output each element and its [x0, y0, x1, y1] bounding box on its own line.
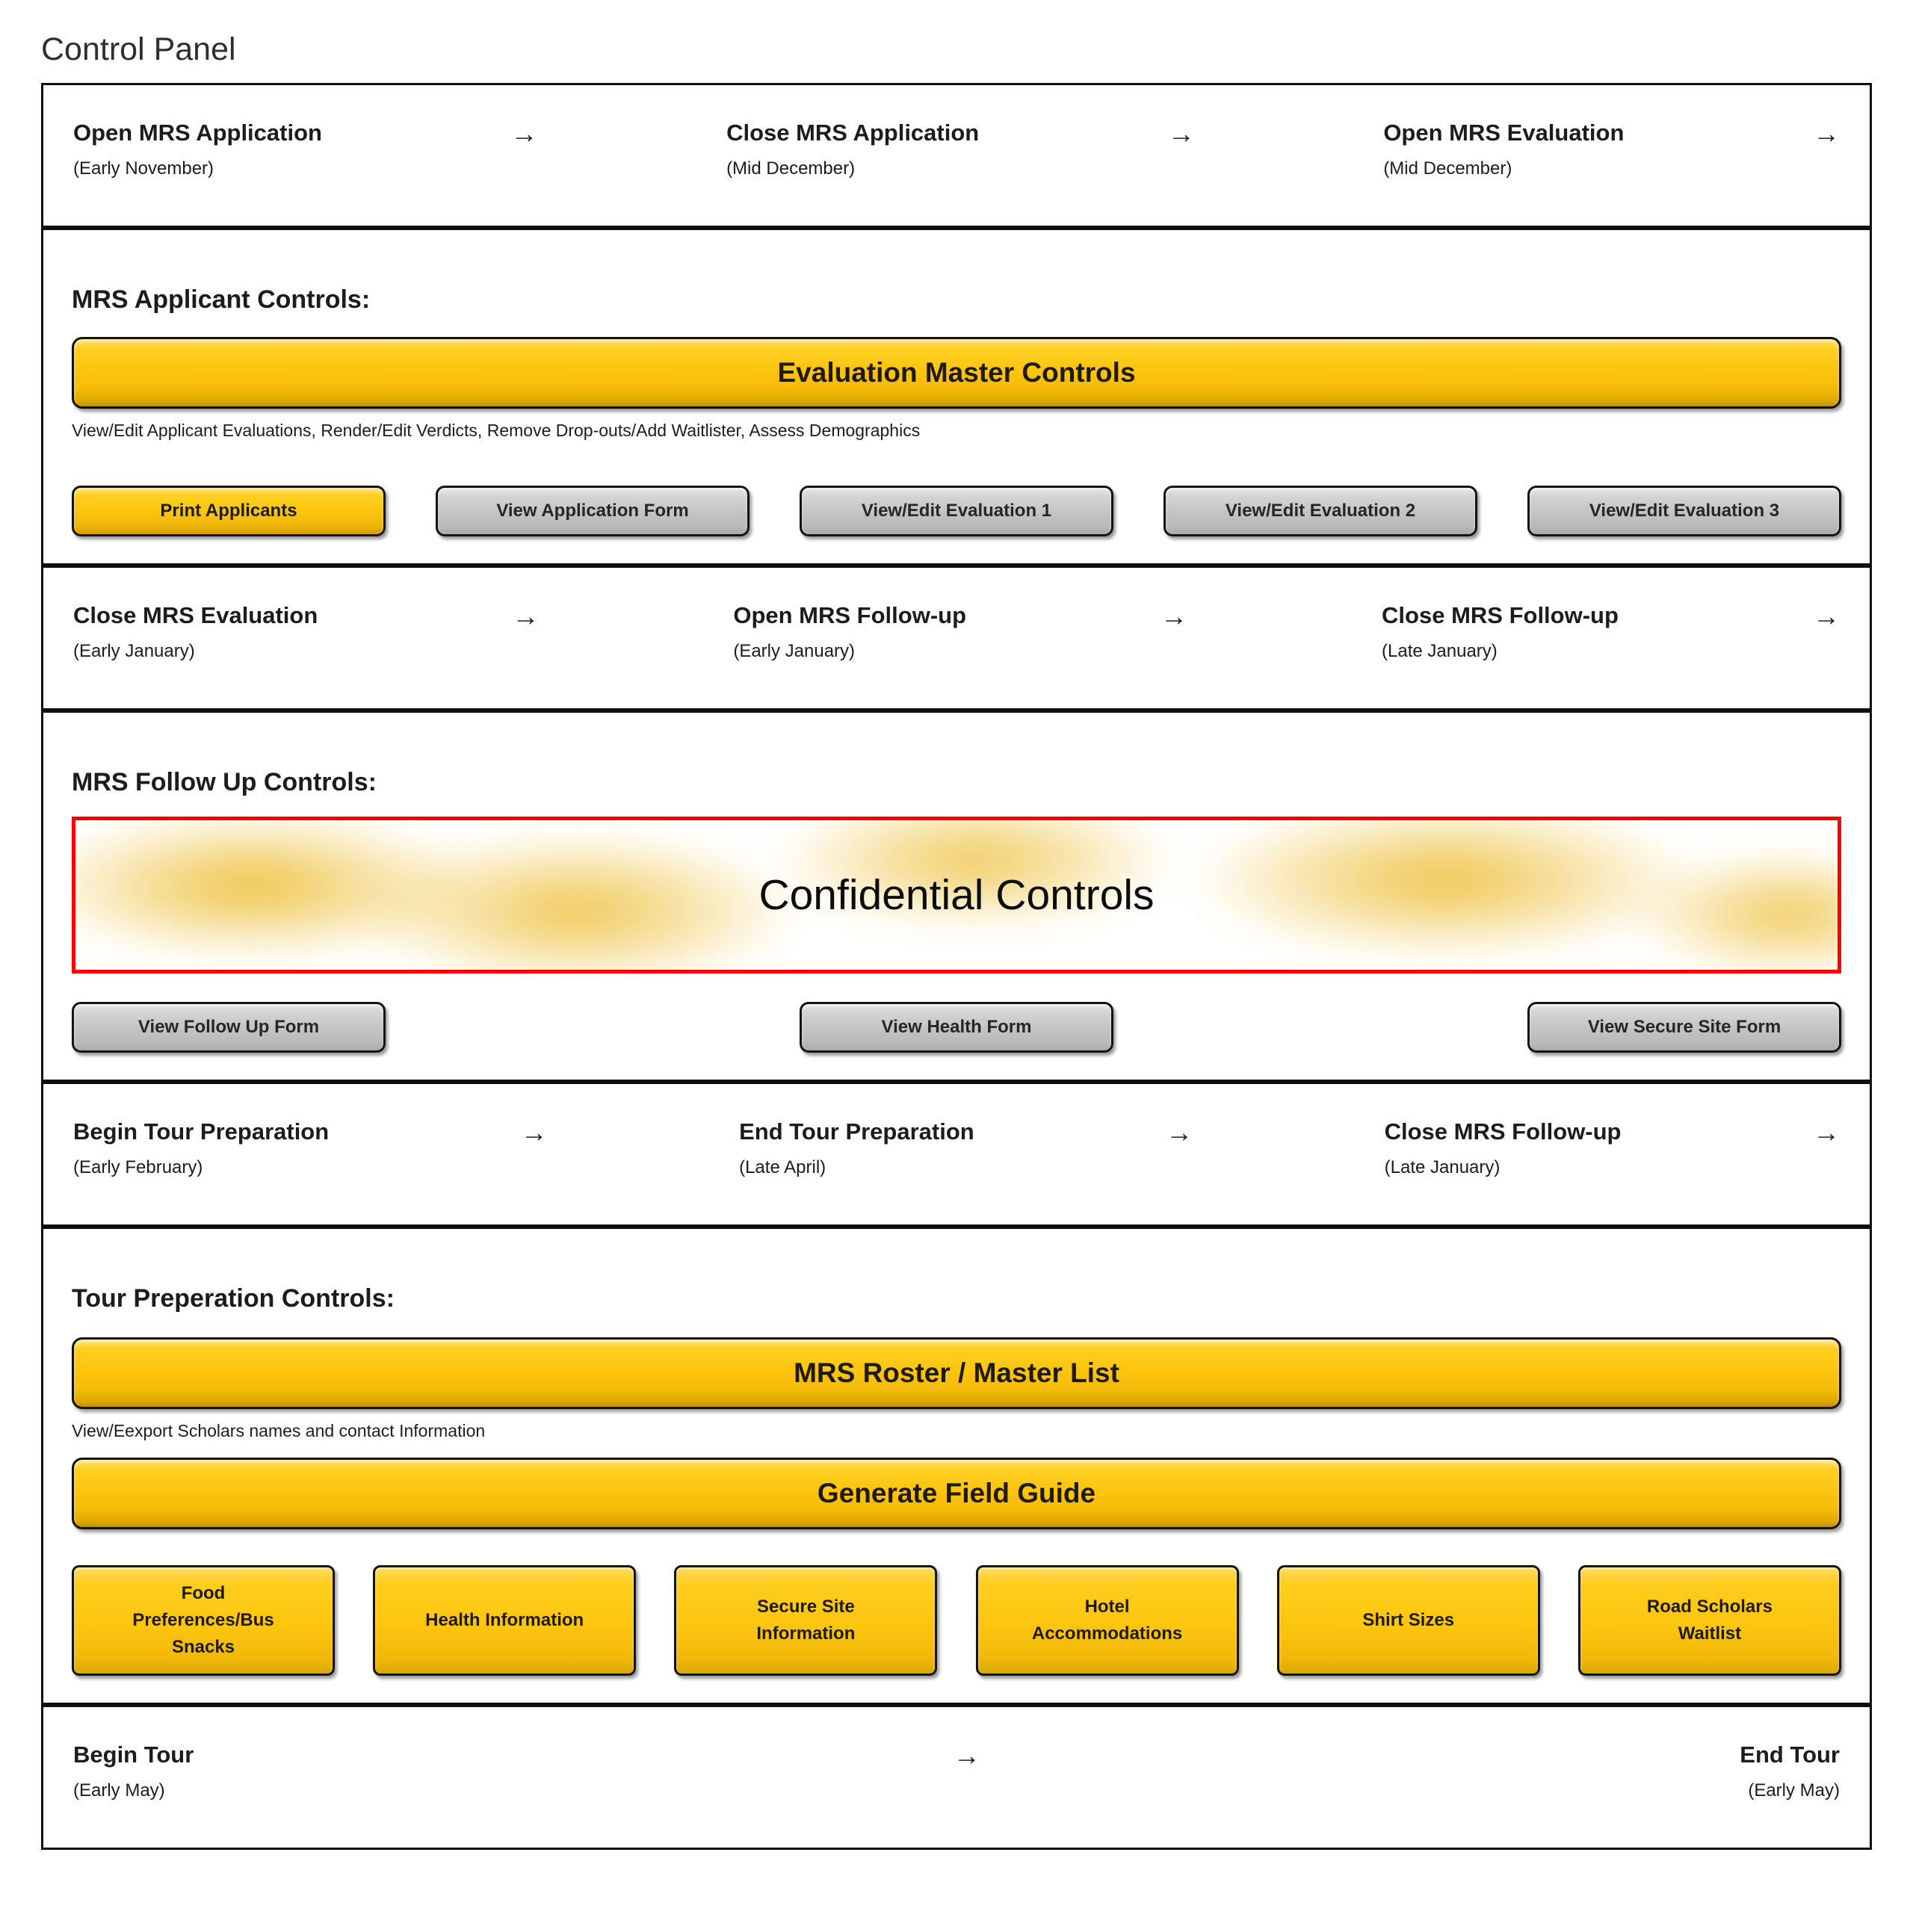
evaluation-master-controls-button[interactable]: Evaluation Master Controls — [72, 337, 1841, 409]
timeline-item-label: End Tour — [1740, 1741, 1840, 1768]
timeline-item-date: (Mid December) — [1383, 158, 1512, 179]
section-tour-preparation-controls — [41, 1227, 1872, 1705]
timeline-tour-phase — [41, 1705, 1872, 1850]
timeline-item — [733, 602, 966, 662]
timeline-item-date: (Early January) — [73, 641, 195, 661]
secure-site-information-button[interactable]: Secure Site Information — [674, 1565, 937, 1676]
follow-up-controls-heading: MRS Follow Up Controls: — [72, 768, 377, 796]
view-application-form-button[interactable]: View Application Form — [436, 486, 750, 536]
timeline-item-date: (Early February) — [73, 1157, 203, 1177]
timeline-item-label: Open MRS Follow-up — [733, 602, 967, 628]
timeline-tour-preparation-phase — [41, 1082, 1872, 1227]
timeline-item-date: (Late January) — [1384, 1157, 1501, 1177]
timeline-item-label: Close MRS Application — [726, 120, 980, 146]
arrow-right-icon: → — [1161, 601, 1188, 631]
timeline-item-label: Begin Tour Preparation — [73, 1118, 330, 1145]
arrow-right-icon: → — [1812, 118, 1840, 149]
timeline-item-date: (Early May) — [73, 1780, 165, 1801]
arrow-right-icon: → — [520, 1117, 548, 1148]
view-edit-evaluation-3-button[interactable]: View/Edit Evaluation 3 — [1527, 486, 1841, 536]
timeline-item — [73, 602, 318, 662]
timeline-evaluation-phase — [41, 566, 1872, 710]
confidential-controls-label: Confidential Controls — [758, 871, 1155, 919]
timeline-item-label: Close MRS Follow-up — [1384, 1118, 1622, 1145]
timeline-item-label: End Tour Preparation — [739, 1118, 974, 1145]
generate-field-guide-button[interactable]: Generate Field Guide — [72, 1458, 1841, 1529]
timeline-item — [739, 1118, 974, 1178]
food-preferences-bus-snacks-button[interactable]: Food Preferences/Bus Snacks — [72, 1565, 335, 1676]
section-mrs-follow-up-controls — [41, 710, 1872, 1082]
timeline-application-phase — [41, 83, 1872, 228]
timeline-item-label: Begin Tour — [73, 1741, 194, 1768]
timeline-item — [73, 1118, 329, 1178]
timeline-item — [1740, 1741, 1840, 1801]
arrow-right-icon: → — [953, 1740, 980, 1771]
confidential-controls-redacted-area — [72, 817, 1841, 973]
applicant-controls-heading: MRS Applicant Controls: — [72, 285, 371, 314]
road-scholars-waitlist-button[interactable]: Road Scholars Waitlist — [1578, 1565, 1841, 1676]
follow-up-buttons-row — [72, 1002, 1841, 1053]
arrow-right-icon: → — [1166, 1117, 1193, 1148]
timeline-item-date: (Late January) — [1382, 641, 1498, 661]
view-edit-evaluation-2-button[interactable]: View/Edit Evaluation 2 — [1163, 486, 1477, 536]
mrs-roster-caption: View/Eexport Scholars names and contact Information — [72, 1421, 486, 1440]
timeline-item — [1383, 120, 1624, 179]
timeline-item-date: (Mid December) — [726, 158, 856, 179]
view-secure-site-form-button[interactable]: View Secure Site Form — [1527, 1002, 1841, 1053]
timeline-item-date: (Early November) — [73, 158, 214, 179]
timeline-item — [1385, 1118, 1622, 1178]
tour-preparation-controls-heading: Tour Preperation Controls: — [72, 1284, 395, 1313]
timeline-item-date: (Early May) — [1748, 1780, 1840, 1801]
arrow-right-icon: → — [510, 118, 538, 149]
timeline-item-date: (Late April) — [739, 1157, 826, 1177]
timeline-item-label: Close MRS Evaluation — [73, 602, 318, 628]
timeline-item — [73, 120, 322, 179]
arrow-right-icon: → — [1167, 118, 1195, 149]
applicant-buttons-row — [72, 486, 1841, 536]
timeline-item-label: Close MRS Follow-up — [1382, 602, 1619, 628]
mrs-roster-master-list-button[interactable]: MRS Roster / Master List — [72, 1337, 1841, 1409]
view-health-form-button[interactable]: View Health Form — [800, 1002, 1113, 1053]
arrow-right-icon: → — [512, 601, 540, 631]
control-panel — [41, 83, 1872, 1850]
timeline-item — [726, 120, 979, 179]
timeline-item — [1382, 602, 1619, 662]
view-follow-up-form-button[interactable]: View Follow Up Form — [72, 1002, 386, 1053]
arrow-right-icon: → — [1812, 1117, 1840, 1148]
health-information-button[interactable]: Health Information — [373, 1565, 636, 1676]
evaluation-master-controls-caption: View/Edit Applicant Evaluations, Render/Edit Verdicts, Remove Drop-outs/Add Waitlister, Assess Demographics — [72, 421, 921, 440]
arrow-right-icon: → — [1812, 601, 1840, 631]
page-title: Control Panel — [41, 31, 236, 67]
shirt-sizes-button[interactable]: Shirt Sizes — [1277, 1565, 1540, 1676]
view-edit-evaluation-1-button[interactable]: View/Edit Evaluation 1 — [800, 486, 1113, 536]
tour-preparation-buttons-row — [72, 1565, 1841, 1676]
timeline-item — [73, 1741, 194, 1801]
print-applicants-button[interactable]: Print Applicants — [72, 486, 386, 536]
timeline-item-date: (Early January) — [733, 641, 856, 661]
section-mrs-applicant-controls — [41, 228, 1872, 566]
timeline-item-label: Open MRS Evaluation — [1383, 120, 1625, 146]
timeline-item-label: Open MRS Application — [73, 120, 322, 146]
hotel-accommodations-button[interactable]: Hotel Accommodations — [976, 1565, 1239, 1676]
